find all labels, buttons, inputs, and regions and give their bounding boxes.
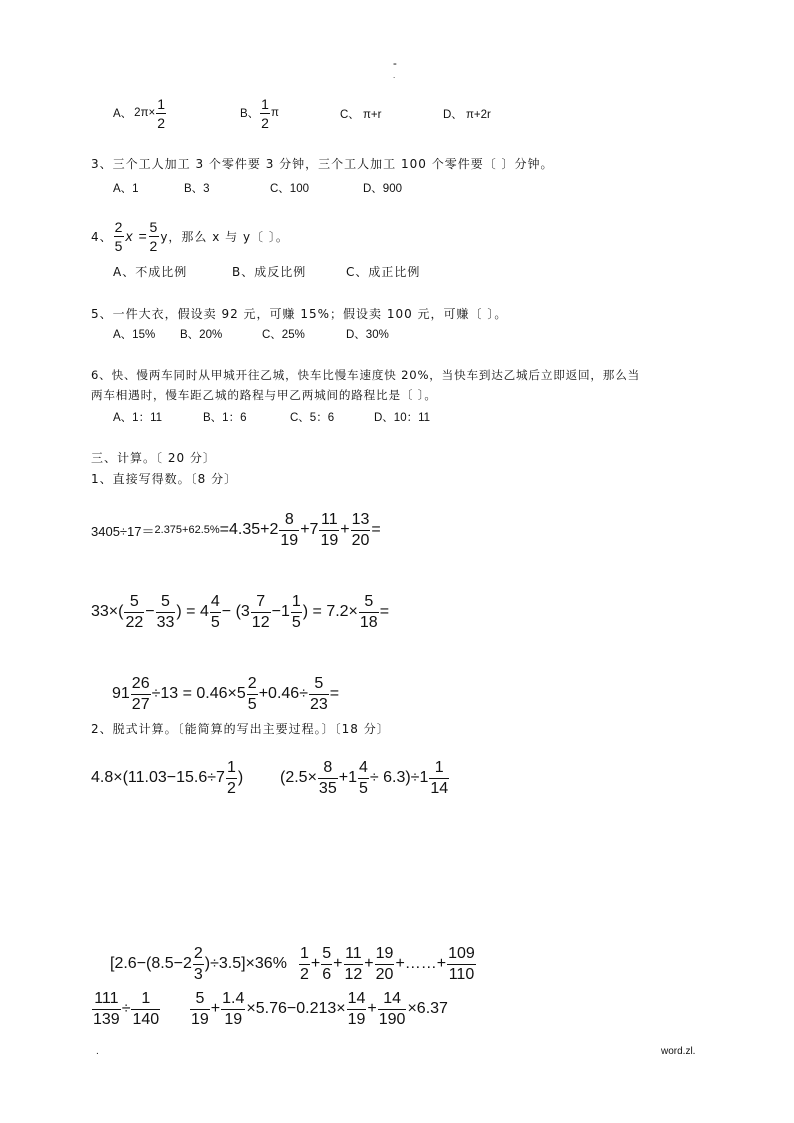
q4-mid: x = [125,228,148,244]
expr-4-frac-5: $\frac{109}{110}$ [448,944,475,983]
expr-5-frac-2: $\frac{1}{140}$ [132,989,160,1028]
calc-line-2 [91,590,389,634]
expr-6b: ×5.76−0.213× [246,1000,346,1017]
calc-2-frac-1: $\frac{5}{22}$ [125,592,144,631]
calc-3-frac-2: $\frac{2}{5}$ [247,674,257,713]
expr-6-frac-4: $\frac{14}{190}$ [378,989,406,1028]
expr-4-p4: +……+ [395,955,447,972]
q6-option-d: D、10：11 [374,412,431,424]
expr-5a: ÷ [121,1000,131,1017]
calc-1g: = [371,521,381,538]
q4-prefix: 4、 [91,229,113,244]
q2-option-b-label: B、 [240,108,260,120]
section3-sub1: 1、直接写得数。〔8 分〕 [91,472,238,486]
expr-4-p3: + [364,955,374,972]
calc-2-frac-6: $\frac{5}{18}$ [359,592,378,631]
q4-option-a: A、不成比例 [113,265,188,279]
calc-1b: 2.375+62.5% [154,524,220,536]
expr-2 [280,756,450,800]
expr-2c: ÷ 6.3)÷1 [369,769,429,786]
q6-option-c: C、5：6 [290,412,335,424]
calc-3a: 91 [112,685,130,702]
header-mark [393,58,397,82]
q3-text: 3、三个工人加工 3 个零件要 3 分钟，三个工人加工 100 个零件要〔 〕分钟。 [91,157,554,171]
q6-line-2: 两车相遇时，慢车距乙城的路程与甲乙两城间的路程比是〔 〕。 [91,388,437,402]
q6-option-a: A、1：11 [113,412,163,424]
q3-option-b: B、3 [184,183,210,195]
expr-1 [91,756,243,800]
calc-2c: ) = 4 [176,603,209,620]
calc-2-frac-5: $\frac{1}{5}$ [291,592,301,631]
expr-1b: ) [237,769,244,786]
expr-4-frac-4: $\frac{19}{20}$ [375,944,394,983]
expr-2-frac-1: $\frac{8}{35}$ [318,758,337,797]
q3-option-c: C、100 [270,183,309,195]
calc-1e: + [340,521,350,538]
calc-2a: 33×( [91,603,124,620]
expr-6-frac-2: $\frac{1.4}{19}$ [222,989,245,1028]
calc-2d: − (3 [221,603,250,620]
expr-6 [189,987,448,1031]
section3-sub2: 2、脱式计算。〔能简算的写出主要过程。〕〔18 分〕 [91,722,390,736]
calc-1a: 3405÷17＝ [91,523,155,539]
calc-3-frac-3: $\frac{5}{23}$ [309,674,328,713]
calc-line-3 [112,672,339,716]
expr-3b: )÷3.5]×36% [204,955,287,972]
expr-6d: ×6.37 [407,1000,448,1017]
expr-6c: + [367,1000,377,1017]
expr-3 [110,942,287,986]
q2-option-b-text: π [270,107,279,119]
calc-3b: ÷13 = 0.46×5 [151,685,246,702]
q6-line-1: 6、快、慢两车同时从甲城开往乙城，快车比慢车速度快 20%，当快车到达乙城后立即返回，那么当 [91,368,640,382]
expr-5 [91,987,161,1031]
header-dot: . [393,71,396,80]
q5-option-d: D、30% [346,329,389,341]
calc-2h: = [379,603,390,620]
header-dash: - [393,58,397,70]
expr-3a: [2.6−(8.5−2 [110,955,192,972]
q6-option-b: B、1：6 [203,412,247,424]
calc-3d: = [329,685,340,702]
expr-4 [298,942,477,986]
q5-option-b: B、20% [180,329,223,341]
expr-2a: (2.5× [280,769,317,786]
calc-3c: +0.46÷ [258,685,308,702]
q4-question [91,216,289,256]
q4-fraction-1: $\frac{2}{5}$ [114,218,124,254]
q2-option-a-label: A、 [113,108,133,120]
q2-option-a [113,95,167,131]
q4-fraction-2: $\frac{5}{2}$ [149,218,159,254]
q3-option-a: A、1 [113,183,139,195]
calc-1-frac-3: $\frac{13}{20}$ [351,510,370,549]
q2-option-d: D、 π+2r [443,109,491,121]
expr-2b: +1 [338,769,357,786]
q3-option-d: D、900 [363,183,402,195]
section3-title: 三、计算。〔 20 分〕 [91,451,216,465]
q5-text: 5、一件大衣，假设卖 92 元，可赚 15%；假设卖 100 元，可赚〔 〕。 [91,307,508,321]
calc-line-1 [91,508,381,552]
expr-4-p1: + [310,955,321,972]
expr-2-frac-3: $\frac{1}{14}$ [430,758,449,797]
expr-6a: + [210,1000,221,1017]
calc-2-frac-3: $\frac{4}{5}$ [210,592,220,631]
calc-2g: ) = 7.2× [302,603,358,620]
q2-option-a-text: 2π× [134,107,156,119]
expr-1a: 4.8×(11.03−15.6÷7 [91,769,225,786]
footer-right: word.zl. [661,1046,696,1057]
q2-option-b-fraction: $\frac{1}{2}$ [261,95,269,131]
expr-3-frac: $\frac{2}{3}$ [193,944,203,983]
q5-option-a: A、15% [113,329,156,341]
q5-option-c: C、25% [262,329,305,341]
calc-2e: −1 [271,603,290,620]
calc-2-frac-2: $\frac{5}{33}$ [156,592,175,631]
calc-2-frac-4: $\frac{7}{12}$ [251,592,270,631]
q4-suffix: y，那么 x 与 y〔 〕。 [160,229,289,244]
expr-4-p2: + [333,955,343,972]
q2-option-a-fraction: $\frac{1}{2}$ [157,95,166,131]
calc-1-frac-1: $\frac{8}{19}$ [280,510,299,549]
expr-5-frac-1: $\frac{111}{139}$ [93,989,120,1028]
calc-2b: − [145,603,155,620]
q4-option-b: B、成反比例 [232,265,307,279]
expr-6-frac-1: $\frac{5}{19}$ [191,989,209,1028]
expr-4-frac-2: $\frac{5}{6}$ [322,944,332,983]
q2-option-c: C、 π+r [340,109,382,121]
q2-option-b [240,95,279,131]
calc-1c: =4.35+2 [219,521,279,538]
expr-4-frac-3: $\frac{11}{12}$ [344,944,363,983]
footer-left: . [96,1046,99,1057]
calc-1-frac-2: $\frac{11}{19}$ [320,510,339,549]
expr-4-frac-1: $\frac{1}{2}$ [300,944,309,983]
expr-2-frac-2: $\frac{4}{5}$ [358,758,368,797]
calc-1d: +7 [300,521,319,538]
expr-1-frac: $\frac{1}{2}$ [226,758,236,797]
q4-option-c: C、成正比例 [346,265,421,279]
calc-3-frac-1: $\frac{26}{27}$ [131,674,150,713]
expr-6-frac-3: $\frac{14}{19}$ [347,989,366,1028]
